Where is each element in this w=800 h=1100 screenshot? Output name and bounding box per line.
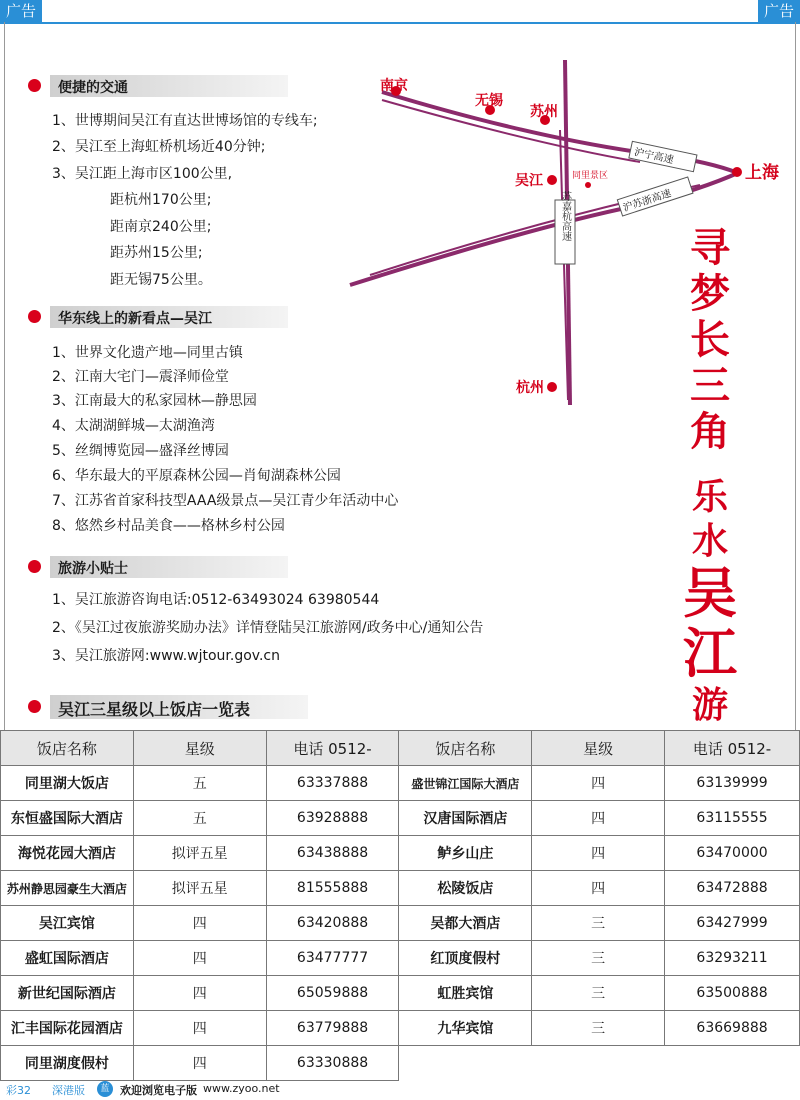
hotel-phone: 63928888 <box>266 801 399 836</box>
hotel-stars: 四 <box>133 906 266 941</box>
empty-cell <box>532 1046 665 1081</box>
column-header: 星级 <box>532 731 665 766</box>
city-label-nanjing: 南京 <box>380 78 408 94</box>
page-footer <box>0 1078 800 1100</box>
hotel-phone: 63779888 <box>266 1011 399 1046</box>
hotel-stars: 三 <box>532 976 665 1011</box>
attraction-line: 2、江南大宅门—震泽师俭堂 <box>52 369 229 385</box>
hotel-stars: 四 <box>532 801 665 836</box>
section-header-attractions <box>28 306 288 328</box>
hotel-stars: 四 <box>133 941 266 976</box>
city-label-wuxi: 无锡 <box>475 93 503 109</box>
attraction-line: 4、太湖湖鲜城—太湖渔湾 <box>52 418 215 434</box>
city-dot <box>547 175 557 185</box>
hotel-name: 苏州静思园豪生大酒店 <box>1 871 134 906</box>
hotel-name: 鲈乡山庄 <box>399 836 532 871</box>
section-title: 旅游小贴士 <box>58 561 128 577</box>
hotel-phone: 63337888 <box>266 766 399 801</box>
hotel-stars: 四 <box>532 836 665 871</box>
city-label-suzhou: 苏州 <box>530 104 558 120</box>
hotel-stars: 拟评五星 <box>133 871 266 906</box>
empty-cell <box>665 1046 800 1081</box>
hotel-phone: 63330888 <box>266 1046 399 1081</box>
section-title: 便捷的交通 <box>58 80 128 96</box>
hotel-name: 吴都大酒店 <box>399 906 532 941</box>
hotel-stars: 四 <box>532 766 665 801</box>
top-banner <box>0 0 800 24</box>
section-title: 华东线上的新看点—吴江 <box>58 311 212 327</box>
hotel-phone: 63669888 <box>665 1011 800 1046</box>
tip-line: 2、《吴江过夜旅游奖励办法》详情登陆吴江旅游网/政务中心/通知公告 <box>52 620 484 636</box>
hotel-phone: 63293211 <box>665 941 800 976</box>
column-header: 饭店名称 <box>1 731 134 766</box>
hotel-name: 虹胜宾馆 <box>399 976 532 1011</box>
section-header-tips <box>28 556 288 578</box>
city-label-wujiang: 吴江 <box>515 173 543 189</box>
ad-label-right: 广告 <box>758 0 800 22</box>
transport-line: 距苏州15公里; <box>110 245 203 261</box>
table-row <box>1 1011 800 1046</box>
bullet-icon <box>28 79 41 92</box>
hotel-name: 吴江宾馆 <box>1 906 134 941</box>
hotel-name: 东恒盛国际大酒店 <box>1 801 134 836</box>
empty-cell <box>399 1046 532 1081</box>
road-label-sujiahang <box>555 190 575 264</box>
road-north-line <box>382 100 640 162</box>
hotel-phone: 63500888 <box>665 976 800 1011</box>
hotel-stars: 四 <box>133 1011 266 1046</box>
scenic-label-tongli: 同里景区 <box>572 171 609 181</box>
transport-line: 距南京240公里; <box>110 219 212 235</box>
road-label-text: 沪苏浙高速 <box>621 188 673 215</box>
column-header: 星级 <box>133 731 266 766</box>
slogan-char: 梦 <box>690 270 730 317</box>
table-row <box>1 801 800 836</box>
hotel-name: 同里湖度假村 <box>1 1046 134 1081</box>
slogan-char: 吴 <box>683 561 737 625</box>
hotel-name: 汇丰国际花园酒店 <box>1 1011 134 1046</box>
bullet-icon <box>28 310 41 323</box>
table-row <box>1 766 800 801</box>
hotel-phone: 63477777 <box>266 941 399 976</box>
hotel-phone: 63472888 <box>665 871 800 906</box>
city-label-hangzhou: 杭州 <box>516 380 544 396</box>
ad-label-left: 广告 <box>0 0 42 22</box>
attraction-line: 6、华东最大的平原森林公园—肖甸湖森林公园 <box>52 468 341 484</box>
attraction-line: 7、江苏省首家科技型AAA级景点—吴江青少年活动中心 <box>52 493 399 509</box>
hotel-name: 九华宾馆 <box>399 1011 532 1046</box>
hotel-phone: 81555888 <box>266 871 399 906</box>
hotel-phone: 65059888 <box>266 976 399 1011</box>
table-row <box>1 836 800 871</box>
hotel-name: 盛世锦江国际大酒店 <box>399 766 532 801</box>
section-header-transport <box>28 75 288 97</box>
road-label-husuzhe <box>617 177 693 216</box>
table-row <box>1 941 800 976</box>
hotel-name: 松陵饭店 <box>399 871 532 906</box>
hotel-name: 新世纪国际酒店 <box>1 976 134 1011</box>
transport-line: 2、吴江至上海虹桥机场近40分钟; <box>52 139 266 155</box>
city-dot <box>732 167 742 177</box>
hotel-stars: 拟评五星 <box>133 836 266 871</box>
hotel-phone: 63420888 <box>266 906 399 941</box>
city-dot <box>547 382 557 392</box>
hotel-stars: 三 <box>532 941 665 976</box>
tip-line: 3、吴江旅游网:www.wjtour.gov.cn <box>52 648 280 664</box>
table-row <box>1 906 800 941</box>
hotel-name: 海悦花园大酒店 <box>1 836 134 871</box>
edition-badge-icon: 蓝 <box>97 1081 113 1097</box>
slogan-char: 水 <box>691 520 728 562</box>
hotel-name: 盛虹国际酒店 <box>1 941 134 976</box>
bullet-icon <box>28 700 41 713</box>
hotel-name: 汉唐国际酒店 <box>399 801 532 836</box>
welcome-text: 欢迎浏览电子版 <box>120 1084 197 1097</box>
attraction-line: 5、丝绸博览园—盛泽丝博园 <box>52 443 229 459</box>
road-label-huning <box>629 141 697 171</box>
hotel-name: 同里湖大饭店 <box>1 766 134 801</box>
hotel-stars: 五 <box>133 766 266 801</box>
footer-url[interactable]: www.zyoo.net <box>203 1082 280 1095</box>
table-header-row <box>1 731 800 766</box>
hotel-stars: 五 <box>133 801 266 836</box>
hotel-phone: 63139999 <box>665 766 800 801</box>
hotel-table <box>0 730 800 1081</box>
hotel-name: 红顶度假村 <box>399 941 532 976</box>
slogan-char: 江 <box>683 621 737 685</box>
column-header: 饭店名称 <box>399 731 532 766</box>
city-label-shanghai: 上海 <box>745 163 779 183</box>
hotel-phone: 63427999 <box>665 906 800 941</box>
hotel-stars: 三 <box>532 1011 665 1046</box>
road-label-text: 沪宁高速 <box>632 147 675 167</box>
table-row <box>1 976 800 1011</box>
transport-line: 距无锡75公里。 <box>110 272 212 288</box>
page-number: 彩32 <box>6 1084 31 1097</box>
edition-label: 深港版 <box>52 1084 85 1097</box>
hotel-list-header <box>28 695 308 719</box>
transport-line: 3、吴江距上海市区100公里, <box>52 166 233 182</box>
hotel-stars: 四 <box>133 976 266 1011</box>
column-header: 电话 0512- <box>266 731 399 766</box>
vertical-slogan <box>665 225 755 727</box>
hotel-stars: 三 <box>532 906 665 941</box>
slogan-char: 游 <box>691 684 728 726</box>
hotel-stars: 四 <box>133 1046 266 1081</box>
attraction-line: 8、悠然乡村品美食——格林乡村公园 <box>52 518 285 534</box>
hotel-stars: 四 <box>532 871 665 906</box>
scenic-dot <box>585 182 591 188</box>
frame-border-left <box>4 22 5 732</box>
table-row <box>1 1046 800 1081</box>
slogan-char: 寻 <box>690 224 730 271</box>
table-row <box>1 871 800 906</box>
transport-line: 距杭州170公里; <box>110 192 212 208</box>
tip-line: 1、吴江旅游咨询电话:0512-63493024 63980544 <box>52 592 380 608</box>
slogan-char: 角 <box>690 408 730 455</box>
transport-line: 1、世博期间吴江有直达世博场馆的专线车; <box>52 113 318 129</box>
slogan-char: 长 <box>690 316 730 363</box>
hotel-list-title: 吴江三星级以上饭店一览表 <box>58 700 251 719</box>
slogan-char: 三 <box>690 362 730 409</box>
bullet-icon <box>28 560 41 573</box>
hotel-phone: 63115555 <box>665 801 800 836</box>
hotel-phone: 63470000 <box>665 836 800 871</box>
attraction-line: 1、世界文化遗产地—同里古镇 <box>52 345 243 361</box>
road-label-text: 苏嘉杭高速 <box>559 191 571 241</box>
attraction-line: 3、江南最大的私家园林—静思园 <box>52 393 257 409</box>
column-header: 电话 0512- <box>665 731 800 766</box>
slogan-char: 乐 <box>691 476 728 518</box>
hotel-phone: 63438888 <box>266 836 399 871</box>
